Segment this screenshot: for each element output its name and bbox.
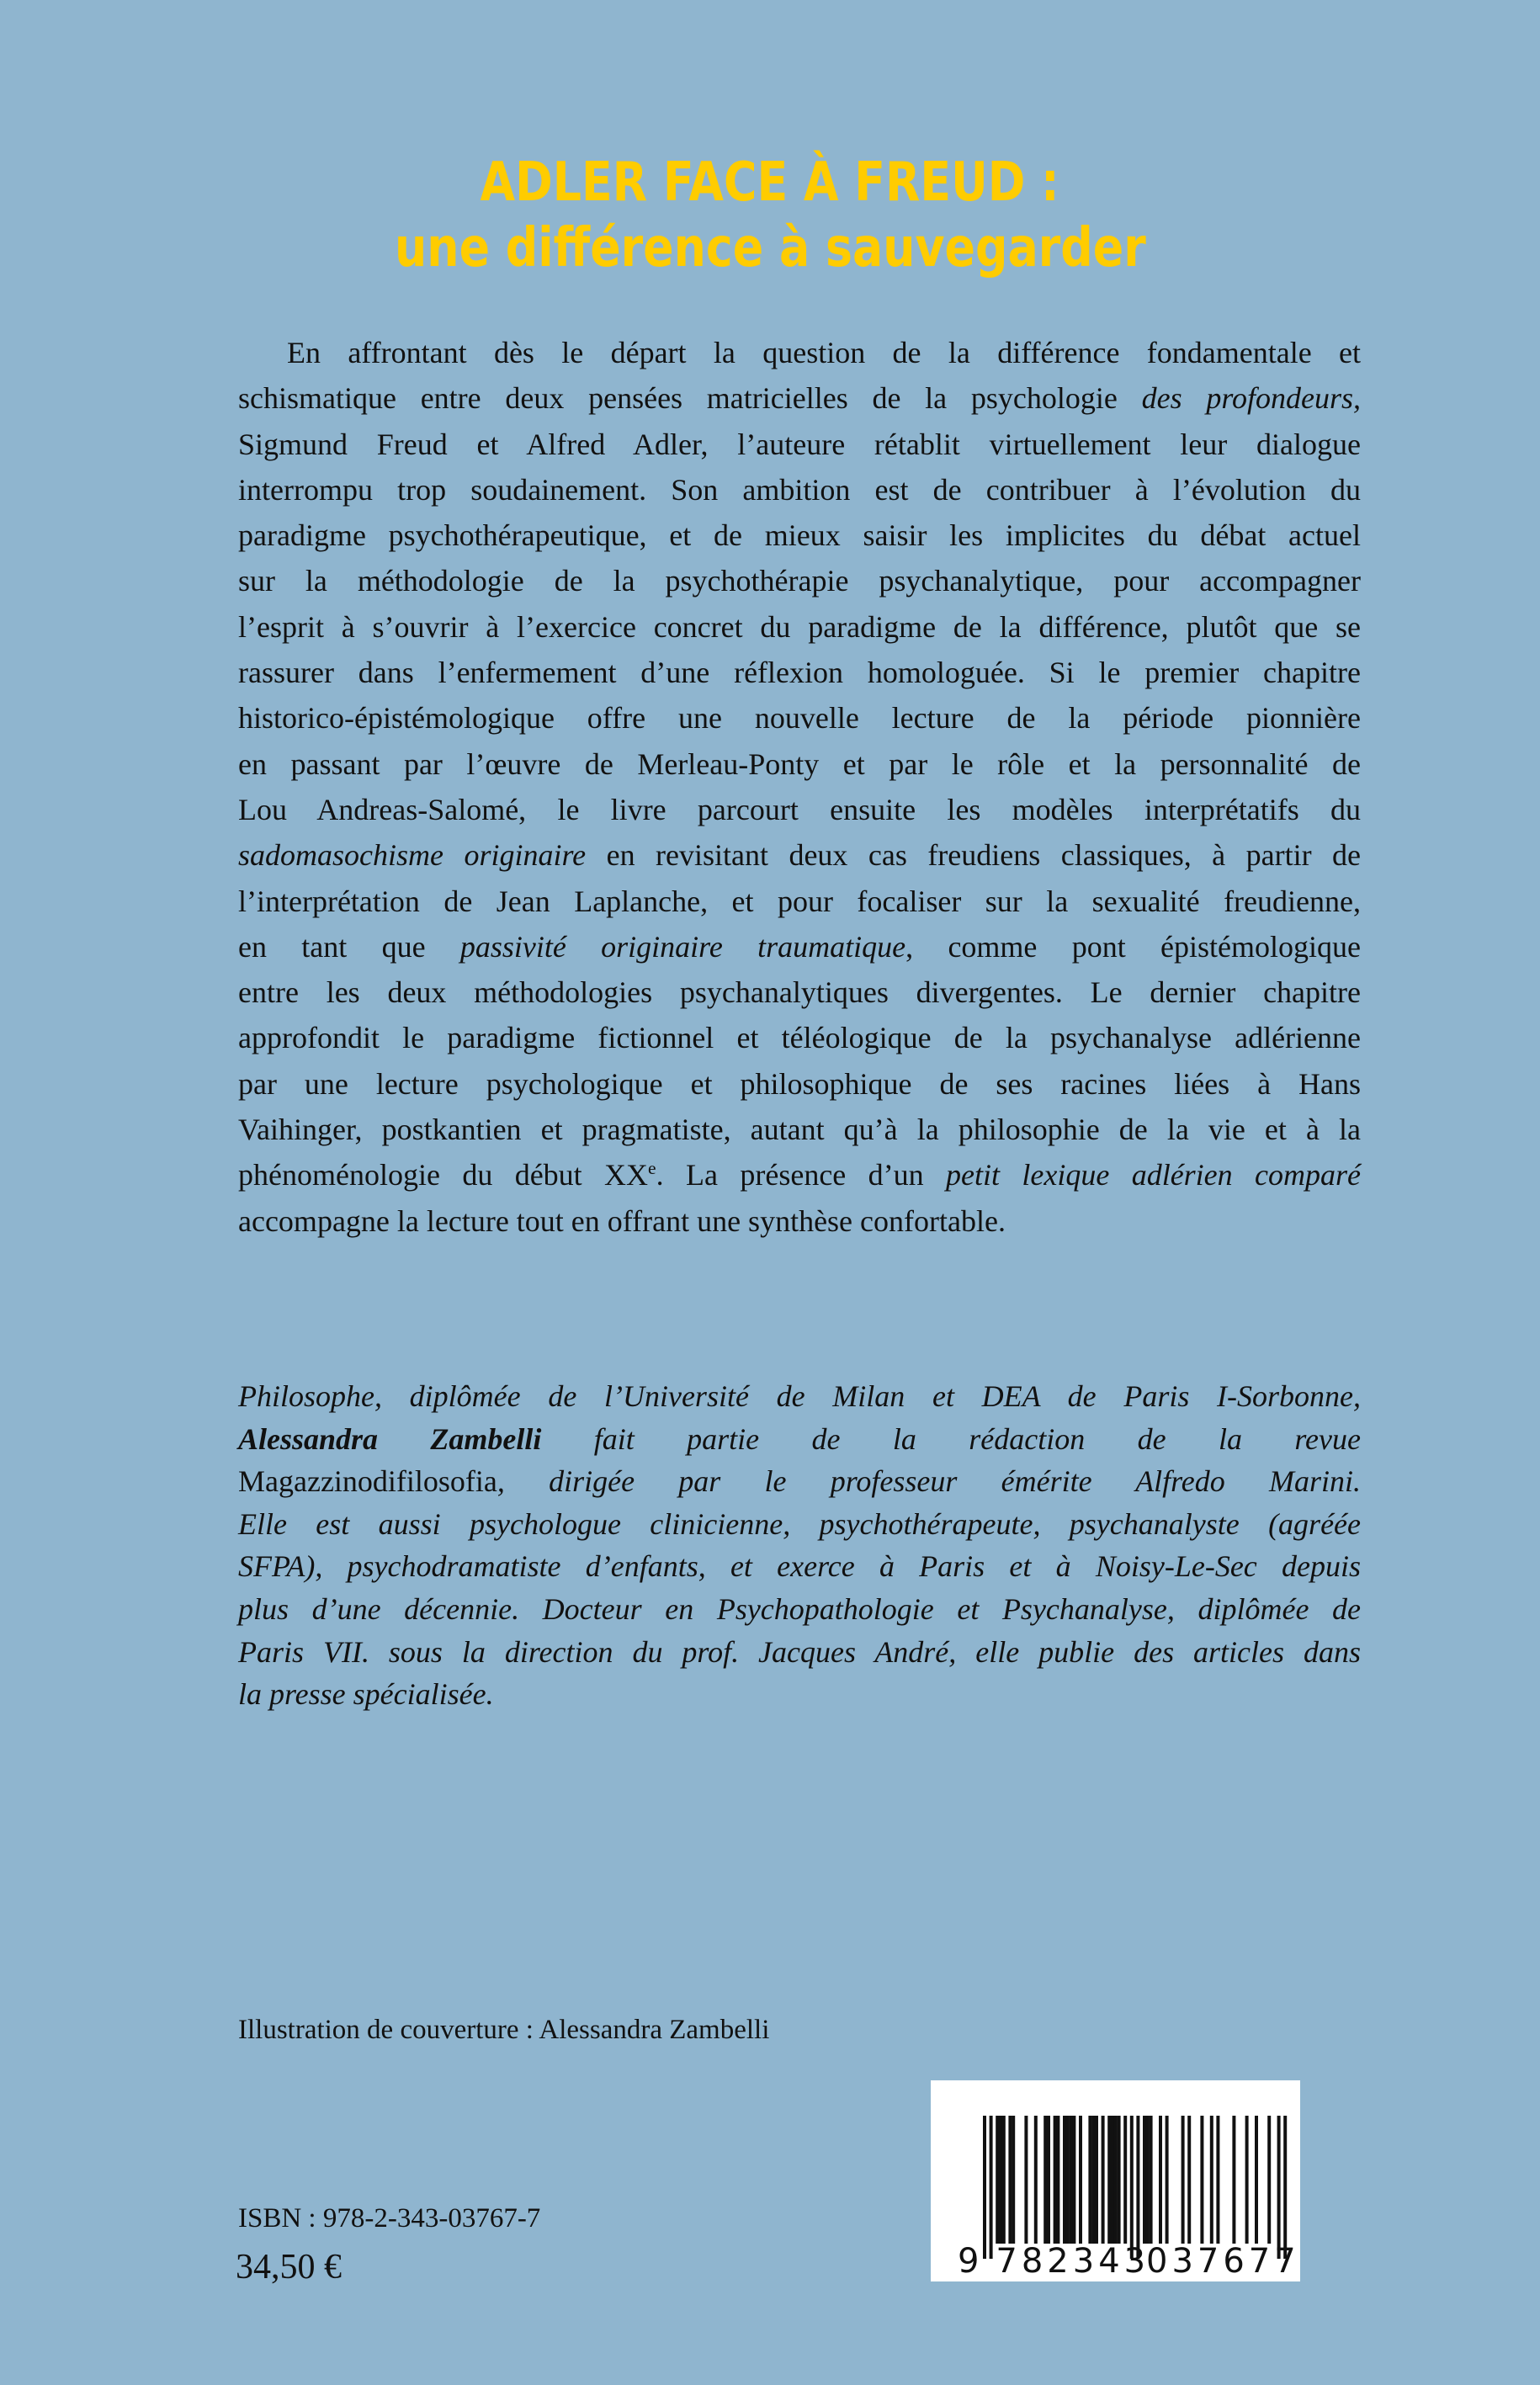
text-segment: l’esprit à s’ouvrir à l’exercice concret du paradigme de la différence, plutôt que se [238, 609, 1361, 644]
text-segment: Elle est aussi psychologue clinicienne, psychothérapeute, psychanalyste (agréée [238, 1506, 1361, 1541]
text-line [238, 832, 1361, 878]
text-segment: par une lecture psychologique et philosophique de ses racines liées à Hans [238, 1066, 1361, 1101]
text-segment: historico-épistémologique offre une nouvelle lecture de la période pionnière [238, 701, 1361, 736]
text-segment: sur la méthodologie de la psychothérapie psychanalytique, pour accompagner [238, 564, 1361, 598]
text-line [238, 1107, 1361, 1152]
text-line [238, 604, 1361, 650]
text-line [238, 467, 1361, 513]
barcode-bar [1283, 2116, 1287, 2259]
text-segment: interrompu trop soudainement. Son ambition est de contribuer à l’évolution du [238, 472, 1361, 507]
text-line [238, 1545, 1361, 1588]
barcode-bar [1267, 2116, 1271, 2244]
barcode-bar [1166, 2116, 1169, 2244]
text-segment: l’interprétation de Jean Laplanche, et pour focaliser sur la sexualité freudienne, [238, 884, 1361, 918]
text-segment: . La présence d’un [656, 1158, 947, 1192]
text-segment: en revisitant deux cas freudiens classiques, à partir de [586, 838, 1362, 873]
text-line [238, 741, 1361, 787]
illustration-credit: Illustration de couverture : Alessandra Zambelli [238, 2015, 770, 2045]
author-bio [238, 1375, 1361, 1716]
barcode-bar [1091, 2116, 1095, 2244]
text-segment: entre les deux méthodologies psychanalytiques divergentes. Le dernier chapitre [238, 975, 1361, 1010]
text-segment: petit lexique adlérien comparé [946, 1158, 1361, 1192]
book-description [238, 330, 1361, 1244]
barcode-bar [1072, 2116, 1075, 2244]
barcode-graphic [931, 2080, 1300, 2281]
barcode-bar [1056, 2116, 1059, 2244]
barcode [931, 2080, 1300, 2281]
barcode-bar [1182, 2116, 1185, 2244]
text-segment: schismatique entre deux pensées matricielles de la psychologie [238, 381, 1142, 416]
text-segment: e [648, 1158, 656, 1179]
book-title [0, 149, 1540, 216]
barcode-bar [1047, 2116, 1050, 2244]
text-line [238, 1588, 1361, 1631]
text-segment: En affrontant dès le départ la question de la différence fondamentale et [287, 336, 1361, 369]
text-segment: SFPA), psychodramatiste d’enfants, et exerce à Paris et à Noisy-Le-Sec depuis [238, 1549, 1361, 1584]
price: 34,50 € [236, 2248, 342, 2287]
text-line [238, 375, 1361, 421]
text-line [238, 422, 1361, 467]
text-segment: , dirigée par le professeur émérite Alfredo Marini. [497, 1464, 1361, 1499]
text-line [238, 513, 1361, 558]
text-line [238, 1061, 1361, 1107]
barcode-bar [1255, 2116, 1258, 2244]
text-segment: sadomasochisme originaire [238, 838, 587, 873]
isbn: ISBN : 978-2-343-03767-7 [238, 2203, 541, 2234]
text-line [238, 787, 1361, 832]
text-line [238, 1198, 1361, 1244]
text-line [238, 1015, 1361, 1060]
text-line [238, 1673, 1361, 1716]
barcode-bar [1245, 2116, 1249, 2244]
text-segment: Paris VII. sous la direction du prof. Jacques André, elle publie des articles dans [238, 1634, 1361, 1669]
text-segment: Philosophe, diplômée de l’Université de Milan et DEA de Paris I-Sorbonne, [238, 1379, 1361, 1413]
barcode-bar [1200, 2116, 1203, 2244]
barcode-bar [1130, 2116, 1134, 2259]
barcode-bar [1111, 2116, 1114, 2244]
barcode-bar [1136, 2116, 1139, 2259]
text-segment: passivité originaire traumatique [459, 929, 906, 964]
text-line [238, 330, 1361, 375]
barcode-bar [1216, 2116, 1219, 2244]
barcode-bar [1024, 2116, 1028, 2244]
text-segment: approfondit le paradigme fictionnel et téléologique de la psychanalyse adlérienne [238, 1021, 1361, 1055]
text-segment: plus d’une décennie. Docteur en Psychopathologie et Psychanalyse, diplômée de [238, 1591, 1361, 1626]
text-line [238, 558, 1361, 603]
text-segment: paradigme psychothérapeutique, et de mieux saisir les implicites du débat actuel [238, 518, 1361, 553]
barcode-bar [1043, 2116, 1047, 2244]
text-segment: Sigmund Freud et Alfred Adler, l’auteure rétablit virtuellement leur dialogue [238, 427, 1361, 461]
text-line [238, 969, 1361, 1015]
text-line [238, 1418, 1361, 1461]
barcode-bar [1063, 2116, 1066, 2244]
text-segment: en tant que [238, 929, 460, 964]
title-line-1: ADLER FACE À FREUD : [480, 151, 1060, 214]
text-segment: en passant par l’œuvre de Merleau-Ponty et par le rôle et la personnalité de [238, 746, 1361, 781]
barcode-bar [1008, 2116, 1012, 2244]
barcode-bar [1107, 2116, 1111, 2244]
barcode-bar [1066, 2116, 1070, 2244]
text-line [238, 1503, 1361, 1546]
barcode-bar [1150, 2116, 1153, 2244]
barcode-digits: 9 [958, 2242, 984, 2281]
barcode-bar [1002, 2116, 1006, 2244]
text-line [238, 1460, 1361, 1503]
title-line-2: une différence à sauvegarder [394, 217, 1146, 279]
barcode-bar [1159, 2116, 1162, 2244]
barcode-digits: 037677 [1146, 2242, 1300, 2281]
text-segment: phénoménologie du début XX [238, 1158, 649, 1192]
text-segment: accompagne la lecture tout en offrant une synthèse confortable. [238, 1203, 1006, 1238]
text-line [238, 650, 1361, 695]
barcode-bar [999, 2116, 1002, 2244]
barcode-bar [1210, 2116, 1213, 2244]
barcode-bar [1070, 2116, 1073, 2244]
text-segment: Magazzinodifilosofia [238, 1464, 497, 1499]
text-segment: rassurer dans l’enfermement d’une réflexion homologuée. Si le premier chapitre [238, 656, 1361, 690]
barcode-bar [990, 2116, 993, 2259]
barcode-bar [1187, 2116, 1191, 2244]
text-line [238, 924, 1361, 969]
text-segment: Lou Andreas-Salomé, le livre parcourt ensuite les modèles interprétatifs du [238, 792, 1361, 826]
barcode-bar [1143, 2116, 1146, 2244]
text-segment: Alessandra Zambelli [238, 1421, 542, 1456]
barcode-bar [1034, 2116, 1038, 2244]
barcode-bar [1079, 2116, 1082, 2244]
barcode-digits: 782343 [996, 2242, 1150, 2281]
barcode-bar [1146, 2116, 1150, 2244]
text-segment: la presse spécialisée. [238, 1677, 494, 1712]
barcode-bar [996, 2116, 999, 2244]
barcode-bar [1114, 2116, 1118, 2244]
text-line [238, 879, 1361, 924]
book-subtitle [0, 215, 1540, 282]
text-segment: Vaihinger, postkantien et pragmatiste, autant qu’à la philosophie de la vie et à la [238, 1113, 1361, 1147]
text-segment: , comme pont épistémologique [905, 929, 1361, 964]
text-segment: fait partie de la rédaction de la revue [541, 1421, 1361, 1456]
barcode-bar [1102, 2116, 1105, 2244]
text-segment: des profondeurs, [1141, 381, 1361, 416]
barcode-bar [1088, 2116, 1091, 2244]
barcode-bar [1118, 2116, 1121, 2244]
text-line [238, 695, 1361, 741]
barcode-bar [1232, 2116, 1235, 2244]
barcode-bar [983, 2116, 986, 2259]
text-line [238, 1152, 1361, 1198]
barcode-bar [1277, 2116, 1281, 2259]
barcode-bar [1123, 2116, 1127, 2244]
text-line [238, 1631, 1361, 1674]
barcode-bar [1095, 2116, 1098, 2244]
barcode-bar [1054, 2116, 1057, 2244]
text-line [238, 1375, 1361, 1418]
barcode-bar [1012, 2116, 1015, 2244]
